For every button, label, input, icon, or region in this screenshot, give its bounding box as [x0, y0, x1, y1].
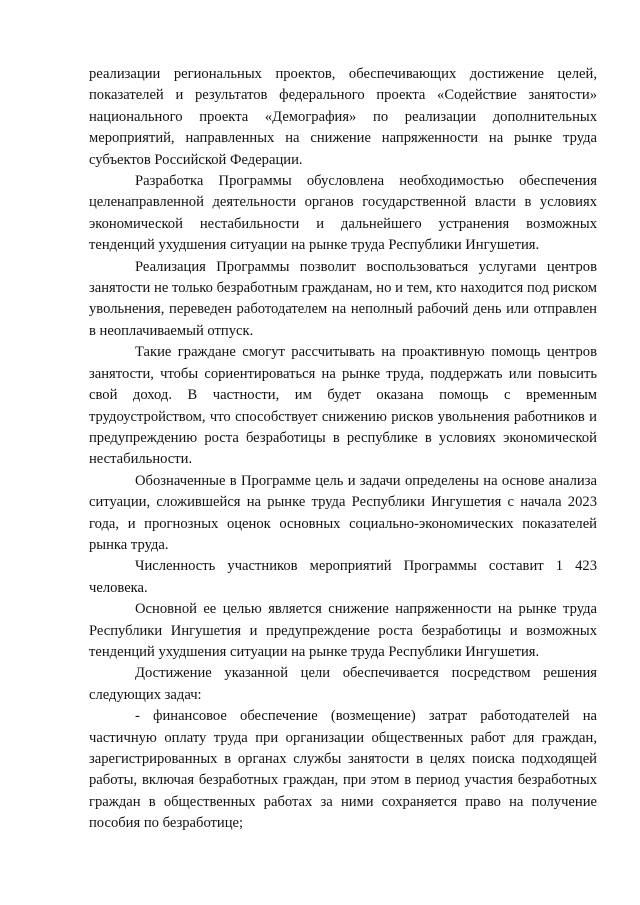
paragraph-4: Такие граждане смогут рассчитывать на проактивную помощь центров занятости, чтобы сориентироваться на рынке труда, поддержать или повысить свой доход. В частности, им будет оказана помощь с временным трудоустройством, что способствует снижению рисков увольнения работников и предупреждению роста безработицы в республике в условиях экономической нестабильности. — [89, 344, 597, 468]
paragraph-6: Численность участников мероприятий Программы составит 1 423 человека. — [89, 558, 597, 596]
paragraph-3: Реализация Программы позволит воспользоваться услугами центров занятости не только безработным гражданам, но и тем, кто находится под риском увольнения, переведен работодателем на неполный рабочий день или отправлен в неоплачиваемый отпуск. — [89, 258, 597, 339]
paragraph-1: реализации региональных проектов, обеспечивающих достижение целей, показателей и результатов федерального проекта «Содействие занятости» национального проекта «Демография» по реализации дополнительных мероприятий, направленных на снижение напряженности на рынке труда субъектов Российской Федерации. — [89, 66, 597, 168]
paragraph-8: Достижение указанной цели обеспечивается посредством решения следующих задач: — [89, 665, 597, 703]
paragraph-7: Основной ее целью является снижение напряженности на рынке труда Республики Ингушетия и предупреждение роста безработицы и возможных тенденций ухудшения ситуации на рынке труда Республики Ингушетия. — [89, 601, 597, 660]
document-page — [89, 64, 597, 835]
paragraph-9: - финансовое обеспечение (возмещение) затрат работодателей на частичную оплату труда при организации общественных работ для граждан, зарегистрированных в органах службы занятости в целях поиска подходящей работы, включая безработных граждан, при этом в период участия безработных граждан в общественных работах за ними сохраняется право на получение пособия по безработице; — [89, 708, 597, 832]
paragraph-2: Разработка Программы обусловлена необходимостью обеспечения целенаправленной деятельности органов государственной власти в условиях экономической нестабильности и дальнейшего устранения возможных тенденций ухудшения ситуации на рынке труда Республики Ингушетия. — [89, 173, 597, 254]
paragraph-5: Обозначенные в Программе цель и задачи определены на основе анализа ситуации, сложившейся на рынке труда Республики Ингушетия с начала 2023 года, и прогнозных оценок основных социально-экономических показателей рынка труда. — [89, 472, 597, 553]
